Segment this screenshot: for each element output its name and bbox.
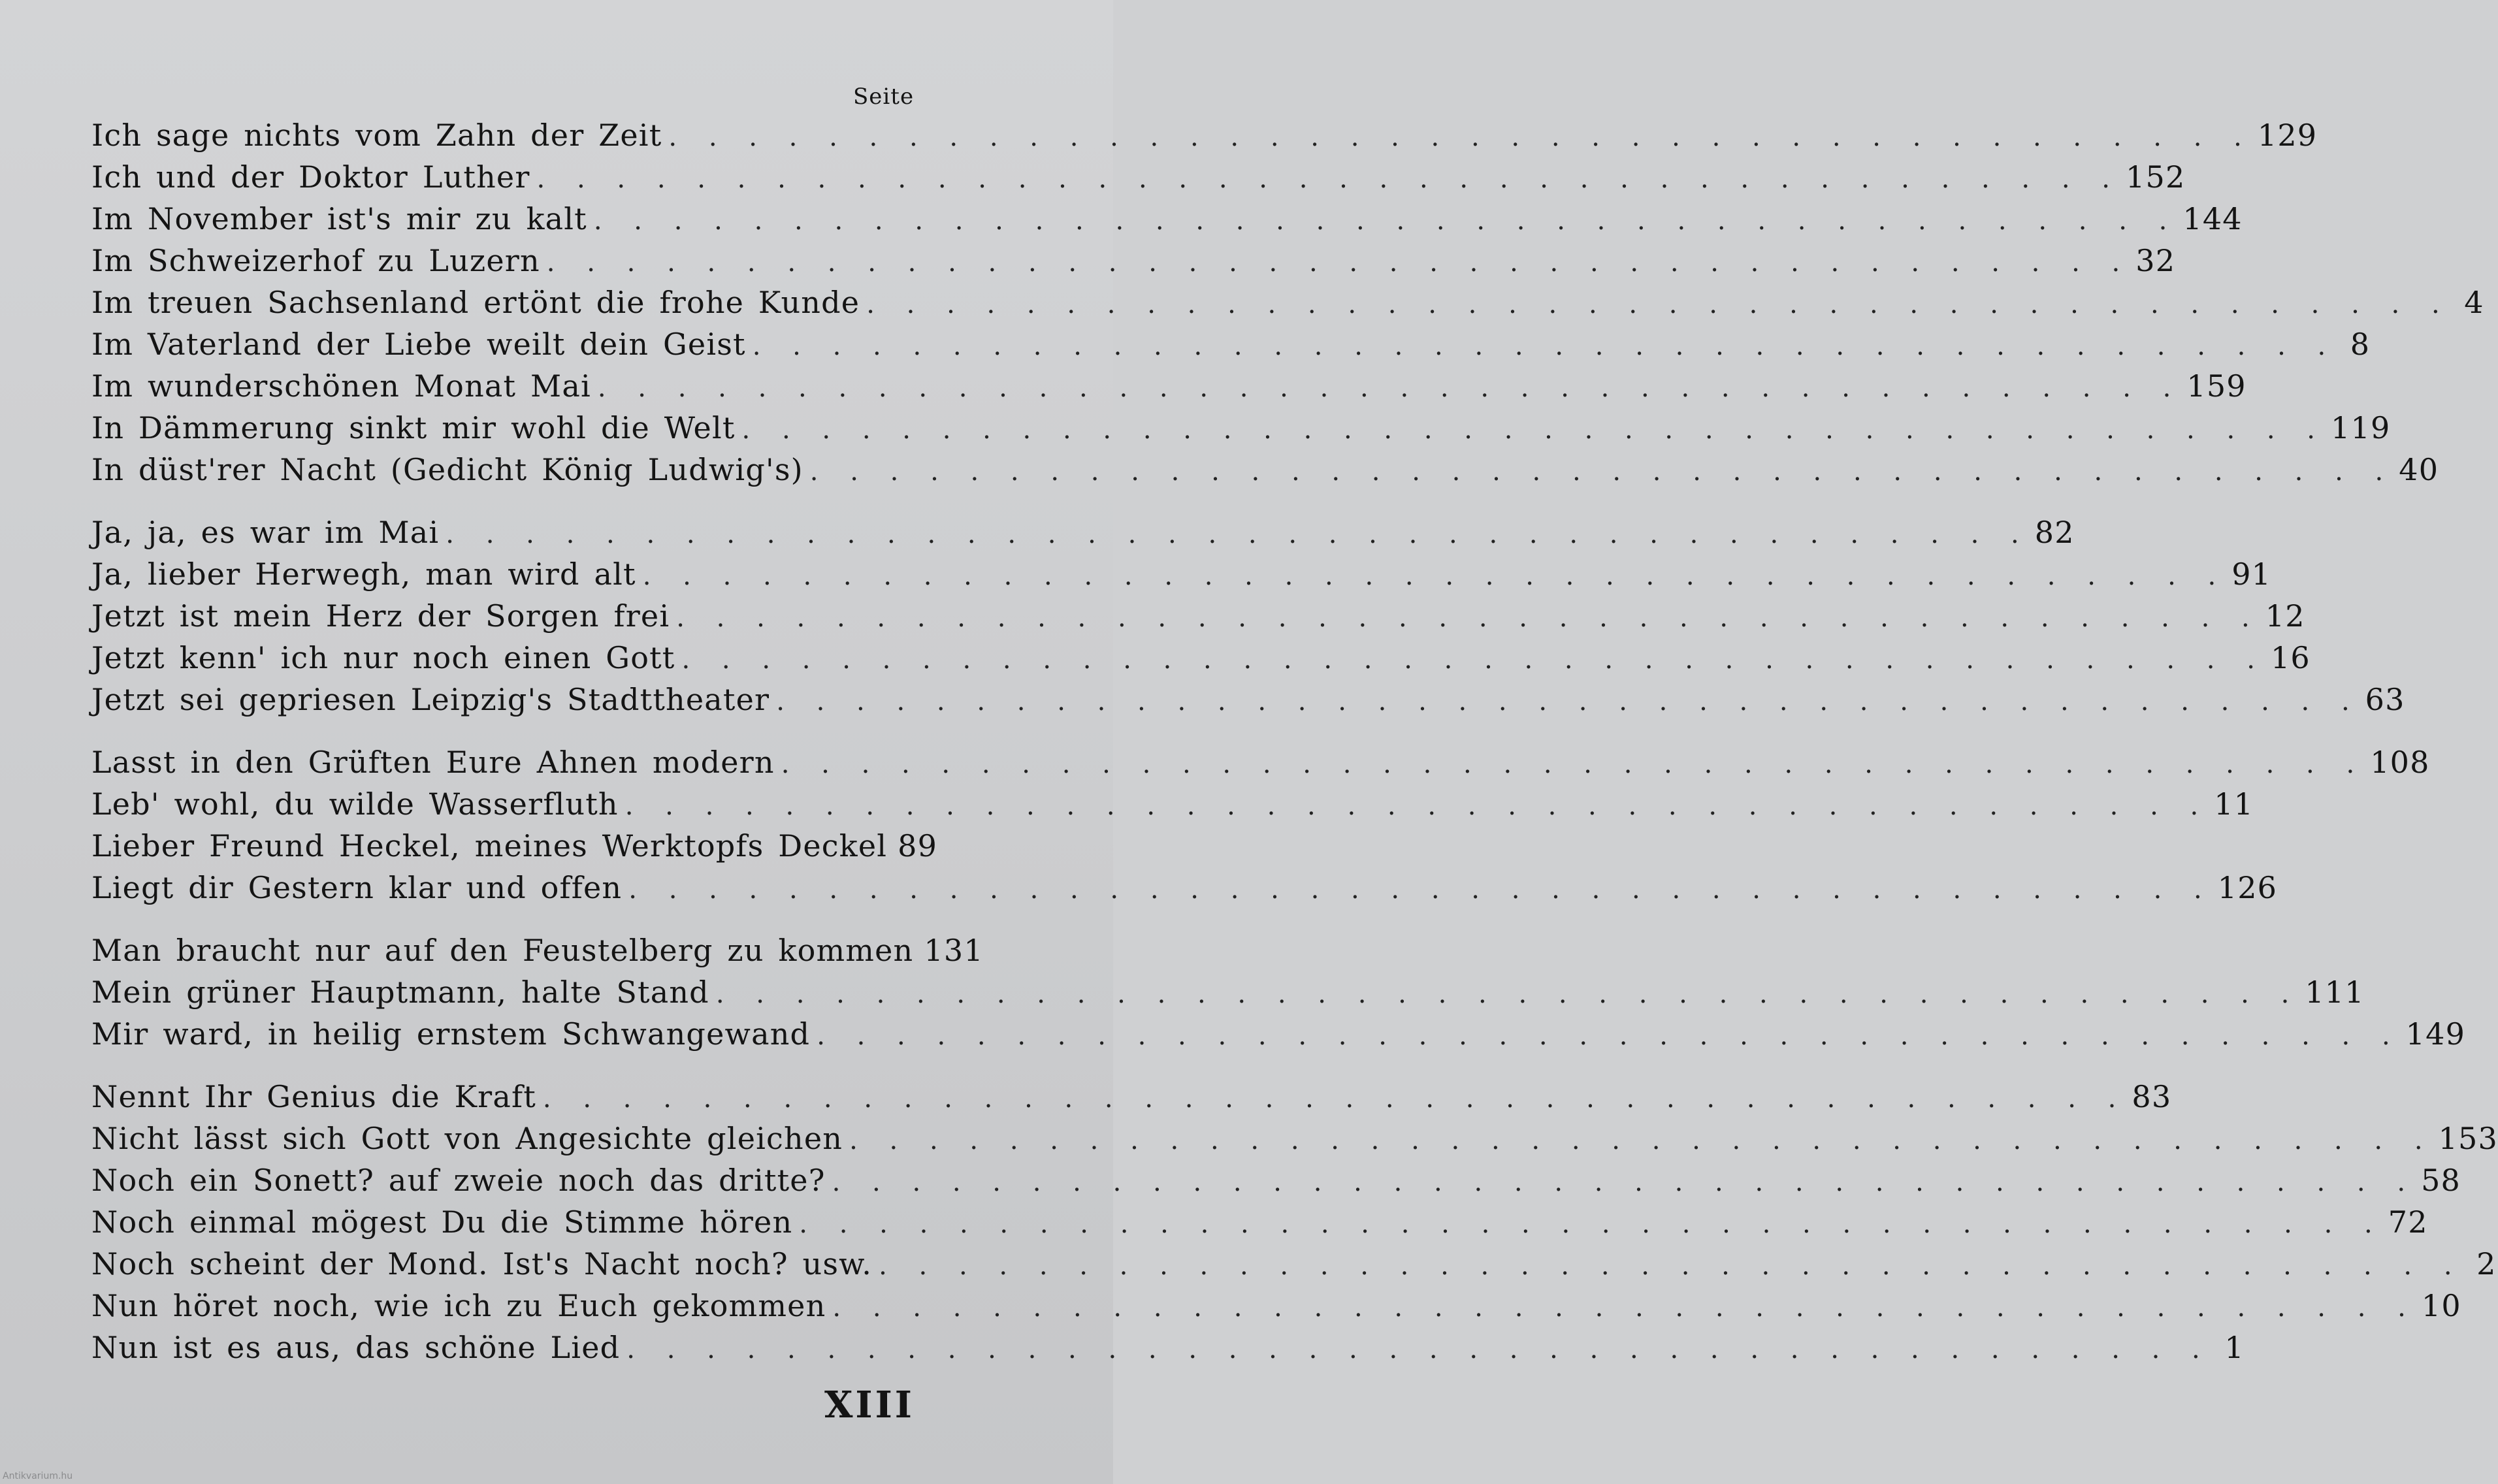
toc-entry-page-number: 12	[2265, 598, 2305, 634]
toc-entry-title: Nennt Ihr Genius die Kraft	[91, 1079, 536, 1114]
toc-entry-page-number: 10	[2421, 1288, 2461, 1323]
dot-leader	[849, 1125, 2434, 1155]
toc-group	[91, 515, 2405, 724]
dot-leader	[753, 331, 2337, 361]
toc-entry-title: Im wunderschönen Monat Mai	[91, 368, 591, 404]
toc-entry	[91, 640, 2311, 682]
toc-group	[91, 933, 2466, 1058]
dot-leader	[543, 1084, 2128, 1114]
toc-entry-page-number: 40	[2399, 452, 2439, 487]
toc-entry-page-number: 144	[2182, 201, 2243, 236]
toc-entry	[91, 368, 2247, 410]
toc-entry	[91, 870, 2278, 912]
toc-entry-page-number: 91	[2231, 556, 2272, 592]
toc-entry	[91, 452, 2439, 494]
dot-leader	[781, 749, 2366, 779]
toc-group	[91, 1079, 2498, 1372]
toc-entry-page-number: 4	[2464, 285, 2484, 320]
toc-entry-page-number: 153	[2438, 1121, 2498, 1156]
toc-entry-title: Nun höret noch, wie ich zu Euch gekommen	[91, 1288, 826, 1323]
toc-group	[91, 745, 2430, 912]
toc-entry-title: Im Vaterland der Liebe weilt dein Geist	[91, 327, 746, 362]
toc-entry	[91, 1288, 2461, 1330]
toc-entry-title: Lasst in den Grüften Eure Ahnen modern	[91, 745, 775, 780]
toc-entry-title: Jetzt ist mein Herz der Sorgen frei	[91, 598, 670, 634]
dot-leader	[716, 979, 2301, 1009]
toc-entry-title: Im Schweizerhof zu Luzern	[91, 243, 540, 278]
toc-entry-page-number: 63	[2365, 682, 2405, 717]
toc-entry	[91, 515, 2075, 556]
toc-entry-title: Man braucht nur auf den Feustelberg zu kommen	[91, 933, 914, 968]
toc-entry	[91, 1246, 2497, 1288]
toc-entry-title: Ja, lieber Herwegh, man wird alt	[91, 556, 636, 592]
toc-entry-page-number: 126	[2217, 870, 2278, 905]
toc-group	[91, 118, 2484, 494]
toc-entry	[91, 556, 2272, 598]
toc-entry	[91, 201, 2243, 243]
toc-entry	[91, 1121, 2498, 1163]
dot-leader	[643, 561, 2228, 591]
toc-entry-title: Noch einmal mögest Du die Stimme hören	[91, 1204, 793, 1240]
toc-entry-page-number: 159	[2186, 368, 2247, 404]
dot-leader	[810, 457, 2395, 487]
toc-entry	[91, 745, 2430, 786]
toc-entry-title: Ja, ja, es war im Mai	[91, 515, 440, 550]
toc-entry-title: Im November ist's mir zu kalt	[91, 201, 587, 236]
toc-entry	[91, 1016, 2466, 1058]
toc-entry	[91, 975, 2365, 1016]
toc-entry	[91, 327, 2371, 368]
toc-entry	[91, 598, 2305, 640]
toc-entry-title: Ich und der Doktor Luther	[91, 159, 530, 195]
dot-leader	[626, 1334, 2211, 1364]
dot-leader	[598, 373, 2182, 403]
toc-entry	[91, 933, 984, 975]
toc-entry	[91, 159, 2186, 201]
toc-entry-title: Lieber Freund Heckel, meines Werktopfs Deckel	[91, 828, 888, 863]
table-of-contents	[91, 118, 2498, 1393]
toc-entry-page-number: 32	[2135, 243, 2176, 278]
dot-leader	[817, 1021, 2401, 1051]
toc-entry	[91, 285, 2484, 327]
toc-entry	[91, 1163, 2461, 1204]
watermark-credit: Antikvarium.hu	[3, 1471, 73, 1481]
toc-entry-title: Im treuen Sachsenland ertönt die frohe Kunde	[91, 285, 860, 320]
toc-entry-page-number: 83	[2132, 1079, 2172, 1114]
toc-entry-page-number: 72	[2388, 1204, 2428, 1240]
dot-leader	[776, 686, 2361, 717]
toc-entry-page-number: 89	[898, 828, 938, 863]
page-column-header: Seite	[853, 84, 915, 110]
toc-entry-title: In Dämmerung sinkt mir wohl die Welt	[91, 410, 736, 445]
toc-entry-page-number: 152	[2126, 159, 2186, 195]
toc-entry	[91, 1079, 2172, 1121]
toc-entry	[91, 828, 938, 870]
dot-leader	[594, 206, 2179, 236]
toc-entry	[91, 118, 2318, 159]
dot-leader	[832, 1293, 2417, 1323]
dot-leader	[799, 1209, 2384, 1239]
toc-entry	[91, 682, 2405, 724]
dot-leader	[832, 1167, 2417, 1197]
dot-leader	[547, 248, 2132, 278]
toc-entry-page-number: 149	[2405, 1016, 2466, 1052]
dot-leader	[879, 1251, 2463, 1281]
dot-leader	[866, 289, 2451, 319]
toc-entry-page-number: 108	[2370, 745, 2430, 780]
page-folio: XIII	[824, 1383, 915, 1427]
dot-leader	[668, 122, 2253, 152]
toc-entry-title: Mir ward, in heilig ernstem Schwangewand	[91, 1016, 811, 1052]
dot-leader	[537, 164, 2122, 194]
toc-entry	[91, 410, 2391, 452]
toc-entry-page-number: 111	[2305, 975, 2365, 1010]
toc-entry-title: Mein grüner Hauptmann, halte Stand	[91, 975, 709, 1010]
toc-entry-page-number: 119	[2331, 410, 2391, 445]
toc-entry-page-number: 58	[2421, 1163, 2461, 1198]
dot-leader	[446, 519, 2030, 549]
dot-leader	[628, 875, 2213, 905]
toc-entry	[91, 1330, 2245, 1372]
toc-entry-title: Liegt dir Gestern klar und offen	[91, 870, 623, 905]
toc-entry-title: Noch scheint der Mond. Ist's Nacht noch? usw.	[91, 1246, 873, 1282]
toc-entry-page-number: 131	[924, 933, 984, 968]
toc-entry-title: Jetzt kenn' ich nur noch einen Gott	[91, 640, 675, 675]
toc-entry-page-number: 11	[2214, 786, 2254, 822]
toc-entry-page-number: 1	[2224, 1330, 2245, 1365]
toc-entry-page-number: 2	[2476, 1246, 2497, 1282]
toc-entry	[91, 243, 2176, 285]
dot-leader	[681, 645, 2266, 675]
toc-entry	[91, 786, 2254, 828]
toc-entry-title: Ich sage nichts vom Zahn der Zeit	[91, 118, 662, 153]
toc-entry-title: Nun ist es aus, das schöne Lied	[91, 1330, 621, 1365]
toc-entry-title: Noch ein Sonett? auf zweie noch das dritte?	[91, 1163, 826, 1198]
toc-entry-page-number: 129	[2257, 118, 2318, 153]
dot-leader	[676, 603, 2261, 633]
dot-leader	[742, 415, 2327, 445]
toc-entry	[91, 1204, 2428, 1246]
toc-entry-title: Jetzt sei gepriesen Leipzig's Stadttheater	[91, 682, 770, 717]
dot-leader	[625, 791, 2210, 821]
toc-entry-title: Nicht lässt sich Gott von Angesichte gleichen	[91, 1121, 843, 1156]
toc-entry-title: In düst'rer Nacht (Gedicht König Ludwig's)	[91, 452, 803, 487]
toc-entry-title: Leb' wohl, du wilde Wasserfluth	[91, 786, 619, 822]
toc-entry-page-number: 16	[2270, 640, 2311, 675]
toc-entry-page-number: 82	[2034, 515, 2075, 550]
toc-entry-page-number: 8	[2350, 327, 2371, 362]
